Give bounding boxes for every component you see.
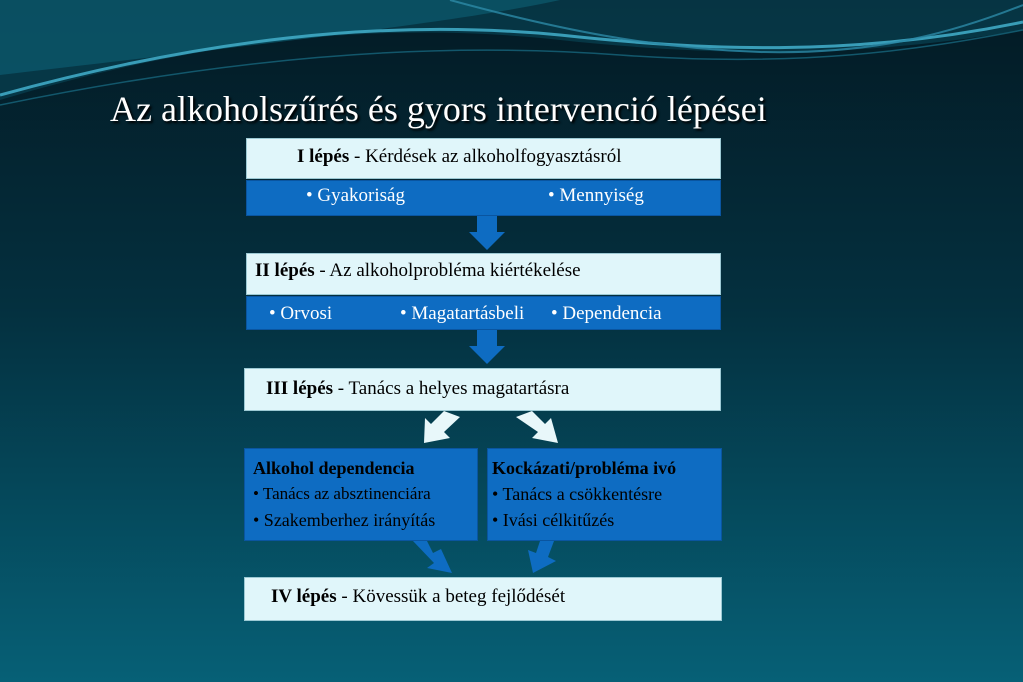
branch-dependence-item: • Tanács az absztinenciára [253,484,431,503]
step-2-text: - Az alkoholprobléma kiértékelése [314,260,581,281]
branch-dependence-heading: Alkohol dependencia [253,458,415,478]
branch-risky-heading: Kockázati/probléma ivó [492,458,677,478]
step-4-box [244,577,722,621]
slide-title: Az alkoholszűrés és gyors intervenció lépései [110,89,767,129]
arrow-from-risky [528,541,556,573]
step-1-details [246,180,721,216]
step-2-details [246,296,721,330]
step-1-text: - Kérdések az alkoholfogyasztásról [349,146,622,167]
step-4-text: - Kövessük a beteg fejlődését [336,586,566,607]
step-3-box [244,368,721,411]
arrow-to-dependence [424,411,460,443]
bullet-dependence: • Dependencia [551,303,662,324]
step-2-header [246,253,721,295]
step-1-header [246,138,721,179]
branch-dependence-item: • Szakemberhez irányítás [253,510,436,530]
bullet-behavioral: • Magatartásbeli [400,303,525,324]
step-1-label: I lépés [297,146,350,167]
arrow-to-risky [516,411,558,443]
bullet-quantity: • Mennyiség [548,185,644,206]
arrow-down-step1 [469,216,505,250]
branch-risky-item: • Ivási célkitűzés [492,510,615,530]
step-3-text: - Tanács a helyes magatartásra [333,378,570,399]
branch-dependence-card [244,448,478,541]
branch-risky-card [487,448,722,541]
arrow-down-step2 [469,330,505,364]
arrow-from-dependence [413,541,452,573]
step-4-label: IV lépés [271,586,337,607]
branch-risky-item: • Tanács a csökkentésre [492,484,663,504]
step-3-label: III lépés [266,378,334,399]
step-2-label: II lépés [255,260,315,281]
bullet-medical: • Orvosi [269,303,333,324]
bullet-frequency: • Gyakoriság [306,185,405,206]
